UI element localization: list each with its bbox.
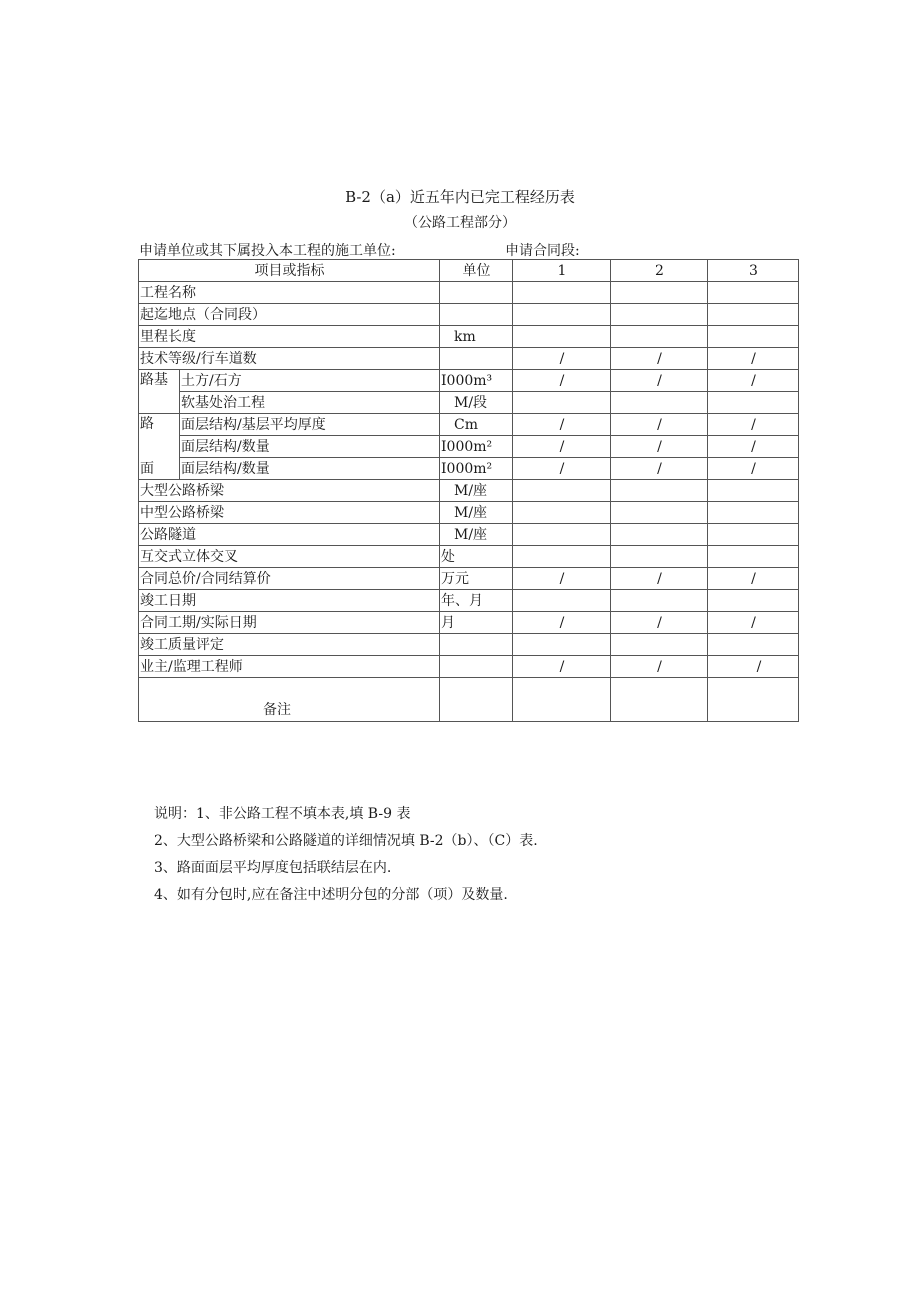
row-unit: I000m² <box>440 436 513 458</box>
group-spacer <box>139 436 180 458</box>
cell[interactable]: / <box>611 612 708 634</box>
table-row <box>139 480 799 502</box>
cell[interactable] <box>611 502 708 524</box>
cell[interactable] <box>513 524 611 546</box>
cell[interactable]: / <box>708 656 799 678</box>
row-label: 竣工质量评定 <box>139 634 440 656</box>
cell[interactable]: / <box>708 612 799 634</box>
cell[interactable] <box>708 546 799 568</box>
cell[interactable] <box>611 326 708 348</box>
row-label: 大型公路桥梁 <box>139 480 440 502</box>
row-unit: 处 <box>440 546 513 568</box>
row-label: 合同工期/实际日期 <box>139 612 440 634</box>
cell[interactable] <box>611 304 708 326</box>
cell[interactable] <box>513 326 611 348</box>
cell[interactable]: / <box>513 568 611 590</box>
table-row <box>139 414 799 436</box>
row-unit: I000m² <box>440 458 513 480</box>
note-4: 4、如有分包时,应在备注中述明分包的分部（项）及数量. <box>154 887 508 903</box>
row-label: 面层结构/数量 <box>180 436 440 458</box>
cell[interactable] <box>708 392 799 414</box>
table-row <box>139 458 799 480</box>
table-row <box>139 348 799 370</box>
cell[interactable]: / <box>611 348 708 370</box>
remarks-cell[interactable] <box>440 678 513 722</box>
contract-section-label: 申请合同段: <box>505 243 580 259</box>
row-label: 公路隧道 <box>139 524 440 546</box>
table-row <box>139 612 799 634</box>
header-item: 项目或指标 <box>139 260 440 282</box>
remarks-row <box>139 678 799 722</box>
group-label-pavement-top: 路 <box>139 414 180 436</box>
row-label: 面层结构/基层平均厚度 <box>180 414 440 436</box>
row-unit: M/段 <box>440 392 513 414</box>
cell[interactable] <box>513 392 611 414</box>
cell[interactable]: / <box>513 612 611 634</box>
cell[interactable]: / <box>611 436 708 458</box>
cell[interactable] <box>708 480 799 502</box>
row-label: 业主/监理工程师 <box>139 656 440 678</box>
row-unit: km <box>440 326 513 348</box>
cell[interactable] <box>611 590 708 612</box>
cell[interactable] <box>611 546 708 568</box>
row-unit: 年、月 <box>440 590 513 612</box>
remarks-cell[interactable] <box>611 678 708 722</box>
cell[interactable]: / <box>513 656 611 678</box>
cell[interactable] <box>611 282 708 304</box>
note-3: 3、路面面层平均厚度包括联结层在内. <box>154 860 392 876</box>
header-col-2: 2 <box>611 260 708 282</box>
table-row <box>139 568 799 590</box>
cell[interactable]: / <box>611 458 708 480</box>
row-label: 面层结构/数量 <box>180 458 440 480</box>
cell[interactable]: / <box>513 414 611 436</box>
table-row <box>139 326 799 348</box>
form-subtitle: （公路工程部分） <box>404 215 516 231</box>
table-row <box>139 502 799 524</box>
cell[interactable] <box>513 282 611 304</box>
table-row <box>139 436 799 458</box>
cell[interactable]: / <box>708 348 799 370</box>
row-unit <box>440 634 513 656</box>
row-label: 中型公路桥梁 <box>139 502 440 524</box>
cell[interactable] <box>513 480 611 502</box>
table-row <box>139 370 799 392</box>
row-label: 土方/石方 <box>180 370 440 392</box>
cell[interactable]: / <box>708 436 799 458</box>
group-label-subgrade: 路基 <box>139 370 180 414</box>
cell[interactable] <box>708 326 799 348</box>
row-unit <box>440 656 513 678</box>
cell[interactable] <box>611 634 708 656</box>
table-row <box>139 634 799 656</box>
cell[interactable] <box>708 590 799 612</box>
row-unit <box>440 282 513 304</box>
row-unit <box>440 348 513 370</box>
row-label: 软基处治工程 <box>180 392 440 414</box>
cell[interactable]: / <box>708 414 799 436</box>
cell[interactable] <box>708 304 799 326</box>
row-unit: I000m³ <box>440 370 513 392</box>
table-row <box>139 282 799 304</box>
cell[interactable] <box>513 590 611 612</box>
cell[interactable] <box>513 304 611 326</box>
cell[interactable]: / <box>513 348 611 370</box>
header-unit: 单位 <box>440 260 513 282</box>
table-row <box>139 304 799 326</box>
table-row <box>139 524 799 546</box>
cell[interactable]: / <box>611 656 708 678</box>
remarks-cell[interactable] <box>513 678 611 722</box>
applicant-label: 申请单位或其下属投入本工程的施工单位: <box>139 243 396 259</box>
row-unit: M/座 <box>440 502 513 524</box>
note-2: 2、大型公路桥梁和公路隧道的详细情况填 B-2（b）、（C）表. <box>154 833 538 849</box>
remarks-cell[interactable] <box>708 678 799 722</box>
cell[interactable]: / <box>708 370 799 392</box>
cell[interactable]: / <box>513 436 611 458</box>
cell[interactable] <box>708 634 799 656</box>
cell[interactable]: / <box>513 370 611 392</box>
row-label: 里程长度 <box>139 326 440 348</box>
cell[interactable]: / <box>611 414 708 436</box>
cell[interactable]: / <box>611 370 708 392</box>
table-row <box>139 590 799 612</box>
row-label: 工程名称 <box>139 282 440 304</box>
header-col-3: 3 <box>708 260 799 282</box>
table-row <box>139 546 799 568</box>
cell[interactable] <box>611 524 708 546</box>
experience-table <box>138 259 799 722</box>
cell[interactable] <box>708 282 799 304</box>
cell[interactable] <box>611 392 708 414</box>
row-unit: 月 <box>440 612 513 634</box>
row-unit: M/座 <box>440 480 513 502</box>
cell[interactable]: / <box>611 568 708 590</box>
row-unit: Cm <box>440 414 513 436</box>
cell[interactable]: / <box>708 568 799 590</box>
table-row <box>139 392 799 414</box>
cell[interactable] <box>611 480 708 502</box>
row-label: 起迄地点（合同段） <box>139 304 440 326</box>
row-label: 互交式立体交叉 <box>139 546 440 568</box>
form-title: B-2（a）近五年内已完工程经历表 <box>345 188 575 206</box>
table-header-row <box>139 260 799 282</box>
cell[interactable] <box>513 634 611 656</box>
group-label-pavement-bottom: 面 <box>139 458 180 480</box>
header-col-1: 1 <box>513 260 611 282</box>
cell[interactable] <box>513 502 611 524</box>
row-label: 竣工日期 <box>139 590 440 612</box>
remarks-label: 备注 <box>139 678 440 722</box>
row-unit: 万元 <box>440 568 513 590</box>
table-row <box>139 656 799 678</box>
row-label: 技术等级/行车道数 <box>139 348 440 370</box>
cell[interactable] <box>708 524 799 546</box>
cell[interactable] <box>708 502 799 524</box>
row-unit <box>440 304 513 326</box>
cell[interactable]: / <box>708 458 799 480</box>
cell[interactable] <box>513 546 611 568</box>
note-1: 说明：1、非公路工程不填本表,填 B-9 表 <box>154 806 411 822</box>
row-label: 合同总价/合同结算价 <box>139 568 440 590</box>
cell[interactable]: / <box>513 458 611 480</box>
row-unit: M/座 <box>440 524 513 546</box>
